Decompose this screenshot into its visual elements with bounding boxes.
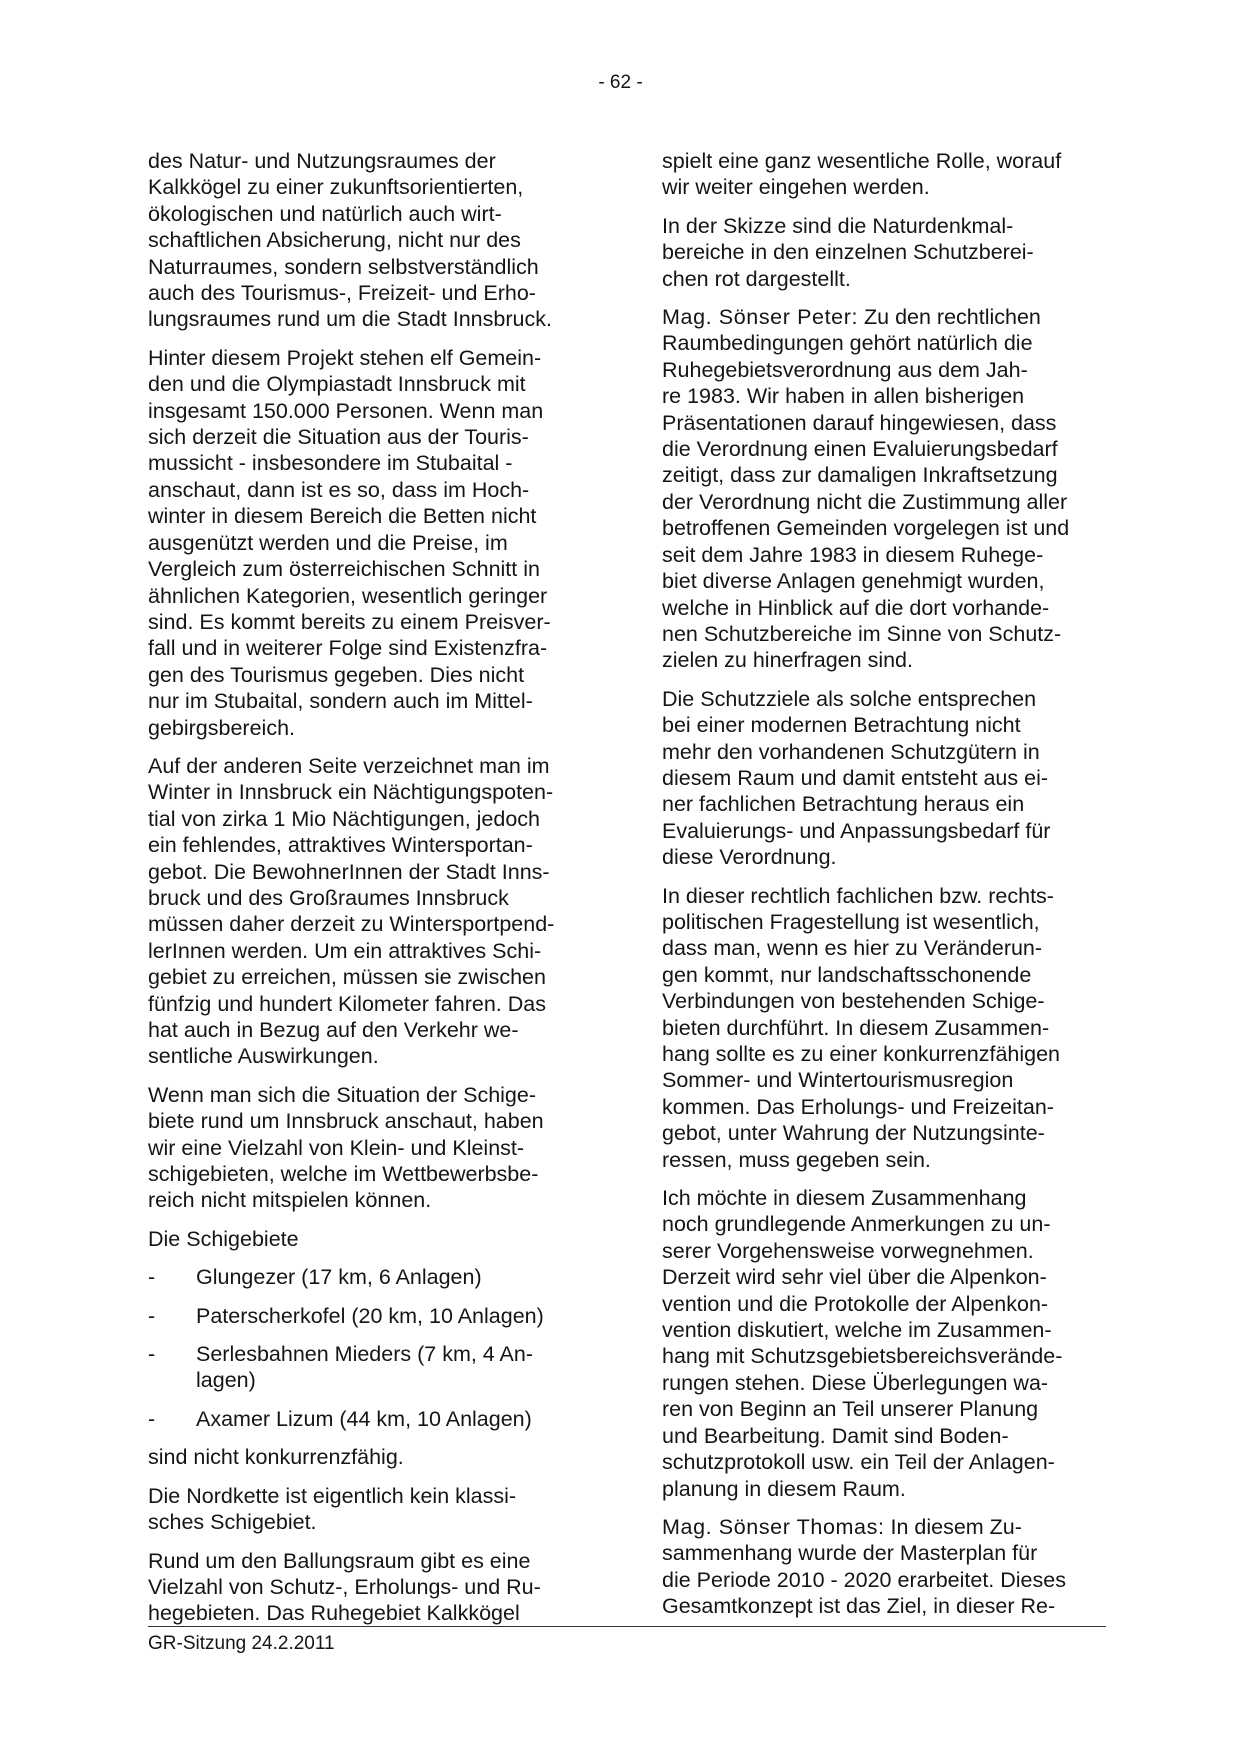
text-line: gebiet zu erreichen, müssen sie zwischen: [148, 965, 546, 990]
text-line: mehr den vorhandenen Schutzgütern in: [662, 739, 1040, 764]
text-line: bieten durchführt. In diesem Zusammen-: [662, 1015, 1050, 1040]
text-line: sammenhang wurde der Masterplan für: [662, 1541, 1038, 1566]
text-line: wir eine Vielzahl von Klein- und Kleinst-: [148, 1135, 525, 1160]
text-line: Die Schutzziele als solche entsprechen: [662, 686, 1037, 711]
text-line: Ruhegebietsverordnung aus dem Jah-: [662, 357, 1028, 382]
text-line: seit dem Jahre 1983 in diesem Ruhege-: [662, 542, 1044, 567]
text-line: Wenn man sich die Situation der Schige-: [148, 1082, 537, 1107]
text-line: sentliche Auswirkungen.: [148, 1044, 379, 1069]
text-line: fall und in weiterer Folge sind Existenzfra-: [148, 636, 548, 661]
speaker-name: Mag. Sönser Thomas:: [662, 1514, 885, 1539]
text-line: kommen. Das Erholungs- und Freizeitan-: [662, 1094, 1054, 1119]
text-line: reich nicht mitspielen können.: [148, 1188, 432, 1213]
page-number: - 62 -: [598, 72, 643, 93]
text-line: In der Skizze sind die Naturdenkmal-: [662, 213, 1014, 238]
text-line: re 1983. Wir haben in allen bisherigen: [662, 384, 1025, 409]
left-column: [148, 148, 588, 1639]
text-line: sind nicht konkurrenzfähig.: [148, 1445, 404, 1470]
text-line: die Periode 2010 - 2020 erarbeitet. Dieses: [662, 1567, 1066, 1592]
text-line: den und die Olympiastadt Innsbruck mit: [148, 372, 526, 397]
text-line: gen kommt, nur landschaftsschonende: [662, 962, 1032, 987]
text-line: mussicht - insbesondere im Stubaital -: [148, 451, 513, 476]
text-line: insgesamt 150.000 Personen. Wenn man: [148, 398, 544, 423]
text-line: In dieser rechtlich fachlichen bzw. rechts-: [662, 883, 1054, 908]
text-line: Auf der anderen Seite verzeichnet man im: [148, 753, 550, 778]
text-line: die Verordnung einen Evaluierungsbedarf: [662, 437, 1058, 462]
text-line: Naturraumes, sondern selbstverständlich: [148, 254, 539, 279]
text-line: des Natur- und Nutzungsraumes der: [148, 149, 496, 173]
list-item: [148, 1341, 588, 1394]
text-line: Vielzahl von Schutz-, Erholungs- und Ru-: [148, 1574, 541, 1599]
list-dash: -: [148, 1342, 156, 1367]
paragraph: [148, 1548, 588, 1627]
paragraph: [662, 148, 1102, 201]
right-column: [662, 148, 1102, 1632]
paragraph: [148, 1082, 588, 1214]
text-line: winter in diesem Bereich die Betten nicht: [148, 504, 537, 529]
paragraph: [662, 1514, 1102, 1620]
text-line: serer Vorgehensweise vorwegnehmen.: [662, 1238, 1034, 1263]
speaker-name: Mag. Sönser Peter:: [662, 305, 859, 330]
text-line: politischen Fragestellung ist wesentlich,: [662, 909, 1040, 934]
list-item-text: Axamer Lizum (44 km, 10 Anlagen): [196, 1406, 532, 1431]
list-dash: -: [148, 1406, 156, 1431]
text-line: Vergleich zum österreichischen Schnitt in: [148, 557, 540, 582]
text-line: schutzprotokoll usw. ein Teil der Anlagen-: [662, 1450, 1055, 1475]
text-line: gebirgsbereich.: [148, 715, 296, 740]
text-line: Die Schigebiete: [148, 1226, 299, 1251]
paragraph: [662, 304, 1102, 674]
text-line: schigebieten, welche im Wettbewerbsbe-: [148, 1162, 539, 1187]
text-line: gebot. Die BewohnerInnen der Stadt Inns-: [148, 859, 550, 884]
text-line: gebot, unter Wahrung der Nutzungsinte-: [662, 1121, 1045, 1146]
text-line: planung in diesem Raum.: [662, 1476, 906, 1501]
text-line: ökologischen und natürlich auch wirt-: [148, 201, 502, 226]
text-line: zielen zu hinerfragen sind.: [662, 648, 913, 673]
list-dash: -: [148, 1265, 156, 1290]
text-line: hang mit Schutzsgebietsbereichsverände-: [662, 1344, 1063, 1369]
text-line: nen Schutzbereiche im Sinne von Schutz-: [662, 621, 1062, 646]
text-line: sich derzeit die Situation aus der Touris-: [148, 425, 529, 450]
text-line: biete rund um Innsbruck anschaut, haben: [148, 1109, 544, 1134]
paragraph: [148, 148, 588, 333]
text-line: lungsraumes rund um die Stadt Innsbruck.: [148, 307, 552, 332]
paragraph: [662, 1185, 1102, 1502]
text-line: ner fachlichen Betrachtung heraus ein: [662, 792, 1025, 817]
text-line: diese Verordnung.: [662, 845, 837, 870]
paragraph: [662, 883, 1102, 1173]
text-line: schaftlichen Absicherung, nicht nur des: [148, 228, 521, 253]
text-line: rungen stehen. Diese Überlegungen wa-: [662, 1370, 1049, 1395]
paragraph: [662, 686, 1102, 871]
text-line: nur im Stubaital, sondern auch im Mittel-: [148, 689, 533, 714]
paragraph: [148, 1226, 588, 1252]
text-line: Winter in Innsbruck ein Nächtigungspoten-: [148, 780, 554, 805]
text-line: Derzeit wird sehr viel über die Alpenkon-: [662, 1265, 1047, 1290]
text-line: Rund um den Ballungsraum gibt es eine: [148, 1548, 531, 1573]
text-line: zeitigt, dass zur damaligen Inkraftsetzung: [662, 463, 1058, 488]
text-line: tial von zirka 1 Mio Nächtigungen, jedoch: [148, 806, 540, 831]
text-line: Hinter diesem Projekt stehen elf Gemein-: [148, 345, 542, 370]
text-line: Präsentationen darauf hingewiesen, dass: [662, 410, 1057, 435]
text-line: chen rot dargestellt.: [662, 266, 851, 291]
text-line: der Verordnung nicht die Zustimmung aller: [662, 489, 1068, 514]
text-line: sches Schigebiet.: [148, 1510, 317, 1535]
text-line: Raumbedingungen gehört natürlich die: [662, 331, 1033, 356]
text-line: ausgenützt werden und die Preise, im: [148, 530, 508, 555]
speech-text: Zu den rechtlichen: [858, 305, 1041, 330]
list-item-text: lagen): [196, 1368, 256, 1393]
text-line: anschaut, dann ist es so, dass im Hoch-: [148, 477, 530, 502]
text-line: ren von Beginn an Teil unserer Planung: [662, 1397, 1039, 1422]
text-line: lerInnen werden. Um ein attraktives Schi-: [148, 938, 542, 963]
text-line: auch des Tourismus-, Freizeit- und Erho-: [148, 281, 536, 306]
text-line: spielt eine ganz wesentliche Rolle, worauf: [662, 149, 1062, 173]
text-line: biet diverse Anlagen genehmigt wurden,: [662, 569, 1045, 594]
paragraph: [662, 213, 1102, 292]
text-line: [662, 1514, 1102, 1540]
paragraph: [148, 753, 588, 1070]
text-line: welche in Hinblick auf die dort vorhande-: [662, 595, 1050, 620]
text-line: hegebieten. Das Ruhegebiet Kalkkögel: [148, 1601, 520, 1626]
text-line: noch grundlegende Anmerkungen zu un-: [662, 1212, 1051, 1237]
paragraph: [148, 345, 588, 741]
text-line: [662, 304, 1102, 330]
text-line: dass man, wenn es hier zu Veränderun-: [662, 936, 1043, 961]
text-line: betroffenen Gemeinden vorgelegen ist und: [662, 516, 1070, 541]
text-line: bei einer modernen Betrachtung nicht: [662, 713, 1021, 738]
text-line: Die Nordkette ist eigentlich kein klassi-: [148, 1483, 517, 1508]
text-line: wir weiter eingehen werden.: [662, 175, 930, 200]
text-line: Ich möchte in diesem Zusammenhang: [662, 1186, 1027, 1211]
list-dash: -: [148, 1303, 156, 1328]
text-line: ein fehlendes, attraktives Wintersportan-: [148, 833, 533, 858]
list-item: [148, 1264, 588, 1290]
text-line: Kalkkögel zu einer zukunftsorientierten,: [148, 175, 524, 200]
text-line: vention und die Protokolle der Alpenkon-: [662, 1291, 1049, 1316]
text-line: fünfzig und hundert Kilometer fahren. Das: [148, 991, 546, 1016]
footer-divider: [148, 1626, 1106, 1627]
list-item: [148, 1303, 588, 1329]
text-line: ressen, muss gegeben sein.: [662, 1147, 931, 1172]
text-line: ähnlichen Kategorien, wesentlich geringer: [148, 583, 548, 608]
paragraph: [148, 1483, 588, 1536]
text-line: Gesamtkonzept ist das Ziel, in dieser Re-: [662, 1594, 1056, 1619]
text-line: gen des Tourismus gegeben. Dies nicht: [148, 662, 525, 687]
text-line: bruck und des Großraumes Innsbruck: [148, 885, 509, 910]
text-line: sind. Es kommt bereits zu einem Preisver-: [148, 609, 551, 634]
text-line: bereiche in den einzelnen Schutzberei-: [662, 240, 1034, 265]
list-item-text: Paterscherkofel (20 km, 10 Anlagen): [196, 1303, 544, 1328]
text-line: Sommer- und Wintertourismusregion: [662, 1068, 1014, 1093]
footer-text: GR-Sitzung 24.2.2011: [148, 1633, 335, 1654]
text-line: müssen daher derzeit zu Wintersportpend-: [148, 912, 555, 937]
list-item-text: Serlesbahnen Mieders (7 km, 4 An-: [196, 1342, 533, 1367]
list-item: [148, 1406, 588, 1432]
text-line: diesem Raum und damit entsteht aus ei-: [662, 765, 1049, 790]
text-line: hang sollte es zu einer konkurrenzfähigen: [662, 1042, 1061, 1066]
text-line: Verbindungen von bestehenden Schige-: [662, 989, 1045, 1014]
text-line: hat auch in Bezug auf den Verkehr we-: [148, 1018, 519, 1042]
paragraph: [148, 1444, 588, 1470]
text-line: vention diskutiert, welche im Zusammen-: [662, 1318, 1052, 1343]
speech-text: In diesem Zu-: [884, 1514, 1022, 1539]
text-line: Evaluierungs- und Anpassungsbedarf für: [662, 818, 1051, 843]
text-line: und Bearbeitung. Damit sind Boden-: [662, 1423, 1009, 1448]
list-item-text: Glungezer (17 km, 6 Anlagen): [196, 1265, 482, 1290]
